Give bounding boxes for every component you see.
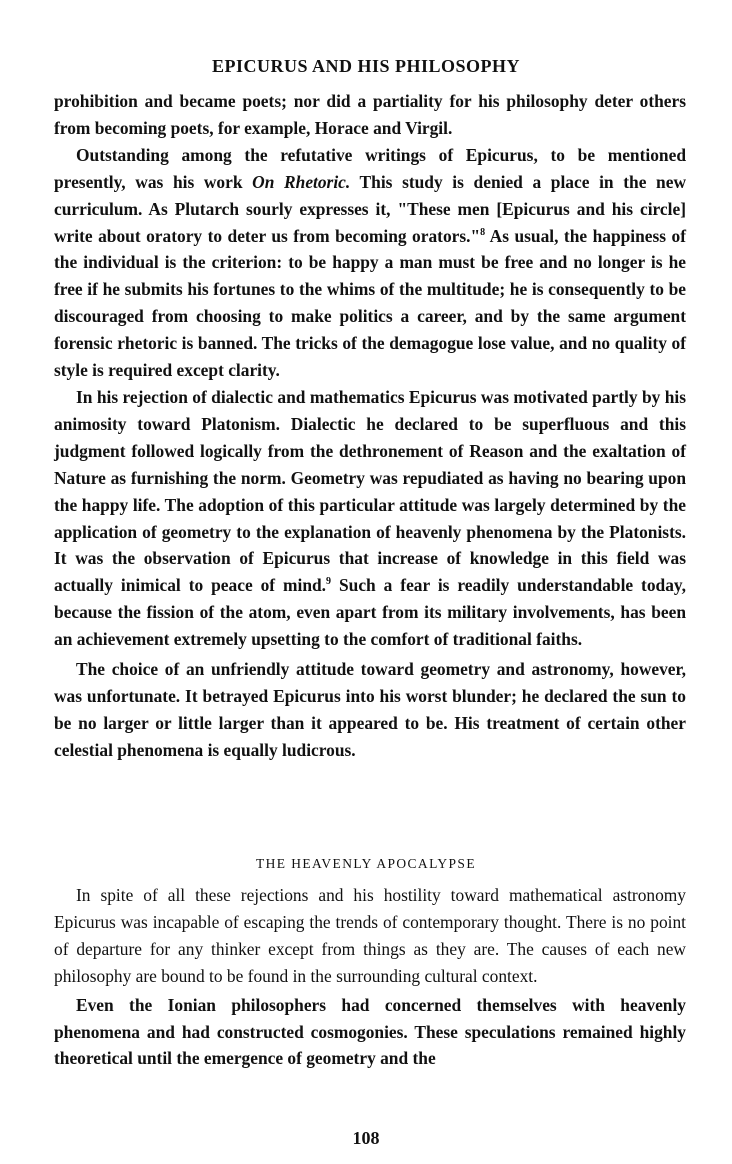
footnote-reference: 8 [480, 226, 486, 238]
paragraph-text: As usual, the happiness of the individual is the criterion: to be happy a man must be free and no longer is he free if he submits his fortunes to the whims of the multitude; he is consequently to be discouraged from choosing to make politics a career, and by the same argument forensic rhetoric is banned. The tricks of the demagogue lose value, and no quality of style is required except clarity. [54, 225, 686, 381]
paragraph-rejections: In spite of all these rejections and his hostility toward mathematical astronomy Epicurus was incapable of escaping the trends of contemporary thought. There is no point of departure for any thinker except from things as they are. The causes of each new philosophy are bound to be found in the surrounding cultural context. [54, 885, 686, 986]
paragraph-text: Outstanding among the refutative writings of Epicurus, to be mentioned presently, was his work [54, 144, 686, 192]
paragraph-ionian: Even the Ionian philosophers had concerned themselves with heavenly phenomena and had constructed cosmogonies. These speculations remained highly theoretical until the emergence of geometry and the [54, 994, 686, 1069]
footnote-reference: 9 [326, 576, 332, 588]
paragraph-dialectic [54, 384, 686, 653]
page-number: 108 [352, 1128, 380, 1148]
paragraph-text: In his rejection of dialectic and mathematics Epicurus was motivated partly by his animosity toward Platonism. Dialectic he declared to be superfluous and this judgment followed logically from the dethronement of Reason and the exaltation of Nature as furnishing the norm. Geometry was repudiated as having no bearing upon the happy life. The adoption of this particular attitude was largely determined by the application of geometry to the explanation of heavenly phenomena by the Platonists. It was the observation of Epicurus that increase of knowledge in this field was actually inimical to peace of mind. [54, 386, 686, 596]
section-body-text [54, 882, 686, 1072]
paragraph-text: Such a fear is readily understandable today, because the fission of the atom, even apart from its military involvements, has been an achievement extremely upsetting to the comfort of traditional faiths. [54, 575, 686, 650]
running-head: EPICURUS AND HIS PHILOSOPHY [211, 56, 521, 76]
section-heading: THE HEAVENLY APOCALYPSE [255, 856, 476, 871]
paragraph-continuation: prohibition and became poets; nor did a partiality for his philosophy deter others from becoming poets, for example, Horace and Virgil. [54, 91, 686, 138]
body-text [54, 88, 686, 764]
paragraph-text: This study is denied a place in the new curriculum. As Plutarch sourly expresses it, "These men [Epicurus and his circle] write about oratory to deter us from becoming orators." [54, 171, 687, 246]
paragraph-astronomy: The choice of an unfriendly attitude toward geometry and astronomy, however, was unfortunate. It betrayed Epicurus into his worst blunder; he declared the sun to be no larger or little larger than it appeared to be. His treatment of certain other celestial phenomena is equally ludicrous. [54, 659, 686, 760]
work-title: On Rhetoric. [252, 171, 351, 192]
paragraph-on-rhetoric [54, 142, 686, 384]
